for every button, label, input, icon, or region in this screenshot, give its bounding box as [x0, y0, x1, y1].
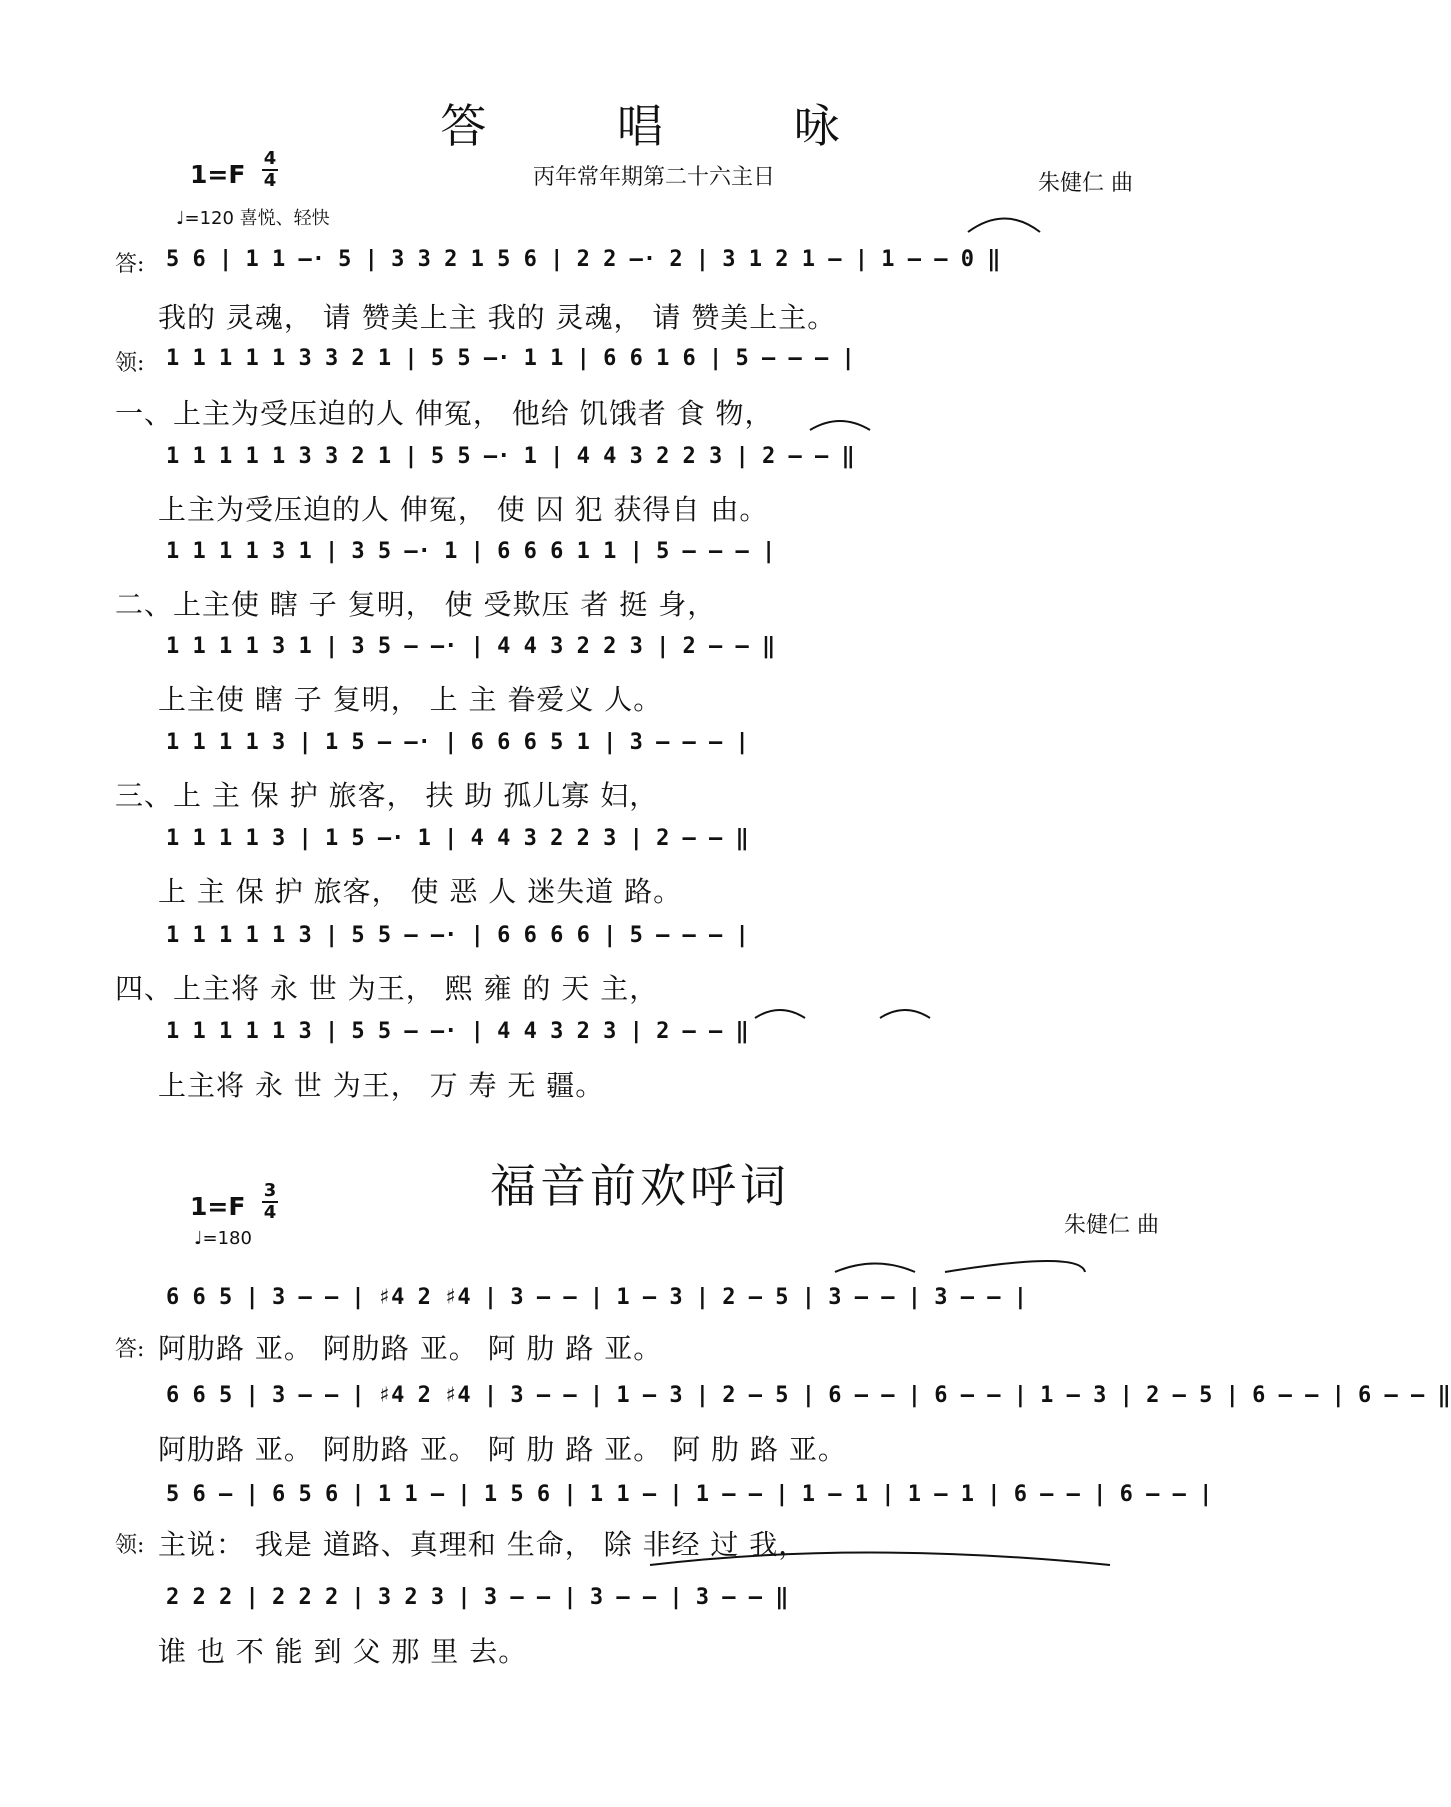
song2-composer: 朱健仁 曲	[1064, 1213, 1159, 1238]
song1-key: 1=F	[190, 160, 246, 189]
song1-title: 答 唱 咏	[440, 99, 898, 153]
song1-tempo: ♩=120 喜悦、轻快	[176, 208, 330, 229]
notation-row: 1 1 1 1 1 3 | 5 5 – –· | 4 4 3 2 3 | 2 – – ‖	[166, 1019, 749, 1044]
lyric-line: 上主为受压迫的人 伸冤， 使 囚 犯 获得自 由。	[158, 493, 769, 526]
slur-arc	[945, 1261, 1085, 1272]
slur-arc	[835, 1264, 915, 1273]
lyric-line: 二、上主使 瞎 子 复明， 使 受欺压 者 挺 身，	[115, 588, 717, 621]
notation-row: 1 1 1 1 3 | 1 5 – –· | 6 6 6 5 1 | 3 – – – |	[166, 730, 749, 755]
lyric-line: 阿肋路 亚。 阿肋路 亚。 阿 肋 路 亚。 阿 肋 路 亚。	[158, 1433, 847, 1466]
song1-occasion: 丙年常年期第二十六主日	[533, 165, 776, 190]
lyric-line: 四、上主将 永 世 为王， 熙 雍 的 天 主，	[115, 972, 659, 1005]
song1-time-bottom: 4	[263, 170, 277, 191]
lyric-line: 上主使 瞎 子 复明， 上 主 眷爱义 人。	[158, 683, 663, 716]
notation-row: 1 1 1 1 1 3 3 2 1 | 5 5 –· 1 | 4 4 3 2 2 3 | 2 – – ‖	[166, 444, 855, 469]
lyric-line: 谁 也 不 能 到 父 那 里 去。	[158, 1635, 528, 1668]
song1-composer: 朱健仁 曲	[1038, 171, 1133, 196]
notation-row: 5 6 – | 6 5 6 | 1 1 – | 1 5 6 | 1 1 – | 1 – – | 1 – 1 | 1 – 1 | 6 – – | 6 – – |	[166, 1482, 1213, 1507]
slur-arc	[968, 219, 1040, 233]
slur-arc	[650, 1553, 1110, 1566]
song2-key: 1=F	[190, 1192, 246, 1221]
notation-row: 1 1 1 1 1 3 | 5 5 – –· | 6 6 6 6 | 5 – – – |	[166, 923, 749, 948]
notation-row: 6 6 5 | 3 – – | ♯4 2 ♯4 | 3 – – | 1 – 3 | 2 – 5 | 3 – – | 3 – – |	[166, 1285, 1027, 1310]
song2-title: 福音前欢呼词	[490, 1159, 790, 1213]
lead-label: 领:	[115, 351, 145, 376]
notation-row: 1 1 1 1 1 3 3 2 1 | 5 5 –· 1 1 | 6 6 1 6 | 5 – – – |	[166, 346, 855, 371]
lead-label: 领:	[115, 1533, 145, 1558]
notation-row: 1 1 1 1 3 | 1 5 –· 1 | 4 4 3 2 2 3 | 2 – – ‖	[166, 826, 749, 851]
lyric-line: 我的 灵魂， 请 赞美上主 我的 灵魂， 请 赞美上主。	[158, 301, 837, 334]
notation-row: 5 6 | 1 1 –· 5 | 3 3 2 1 5 6 | 2 2 –· 2 | 3 1 2 1 – | 1 – – 0 ‖	[166, 247, 1001, 272]
lyric-line: 三、上 主 保 护 旅客， 扶 助 孤儿寡 妇，	[115, 779, 659, 812]
lyric-line: 主说： 我是 道路、真理和 生命， 除 非经 过 我，	[158, 1528, 808, 1561]
lyric-line: 一、上主为受压迫的人 伸冤， 他给 饥饿者 食 物，	[115, 397, 774, 430]
lyric-line: 上主将 永 世 为王， 万 寿 无 疆。	[158, 1069, 605, 1102]
lyric-line: 阿肋路 亚。 阿肋路 亚。 阿 肋 路 亚。	[158, 1332, 663, 1365]
notation-row: 1 1 1 1 3 1 | 3 5 –· 1 | 6 6 6 1 1 | 5 – – – |	[166, 539, 776, 564]
slur-arc	[755, 1010, 805, 1018]
lyric-line: 上 主 保 护 旅客， 使 恶 人 迷失道 路。	[158, 875, 683, 908]
notation-row: 2 2 2 | 2 2 2 | 3 2 3 | 3 – – | 3 – – | 3 – – ‖	[166, 1585, 789, 1610]
slur-arc	[810, 421, 870, 430]
song2-time-bottom: 4	[263, 1202, 277, 1223]
slur-arc	[880, 1010, 930, 1018]
song1-time-top: 4	[263, 148, 277, 169]
song2-time-top: 3	[263, 1180, 277, 1201]
notation-row: 6 6 5 | 3 – – | ♯4 2 ♯4 | 3 – – | 1 – 3 | 2 – 5 | 6 – – | 6 – – | 1 – 3 | 2 – 5 | 6 – – | 6 – – ‖	[166, 1383, 1451, 1408]
refrain-label: 答:	[115, 1337, 145, 1362]
song2-tempo: ♩=180	[194, 1228, 252, 1249]
notation-row: 1 1 1 1 3 1 | 3 5 – –· | 4 4 3 2 2 3 | 2 – – ‖	[166, 634, 776, 659]
refrain-label: 答:	[115, 252, 145, 277]
